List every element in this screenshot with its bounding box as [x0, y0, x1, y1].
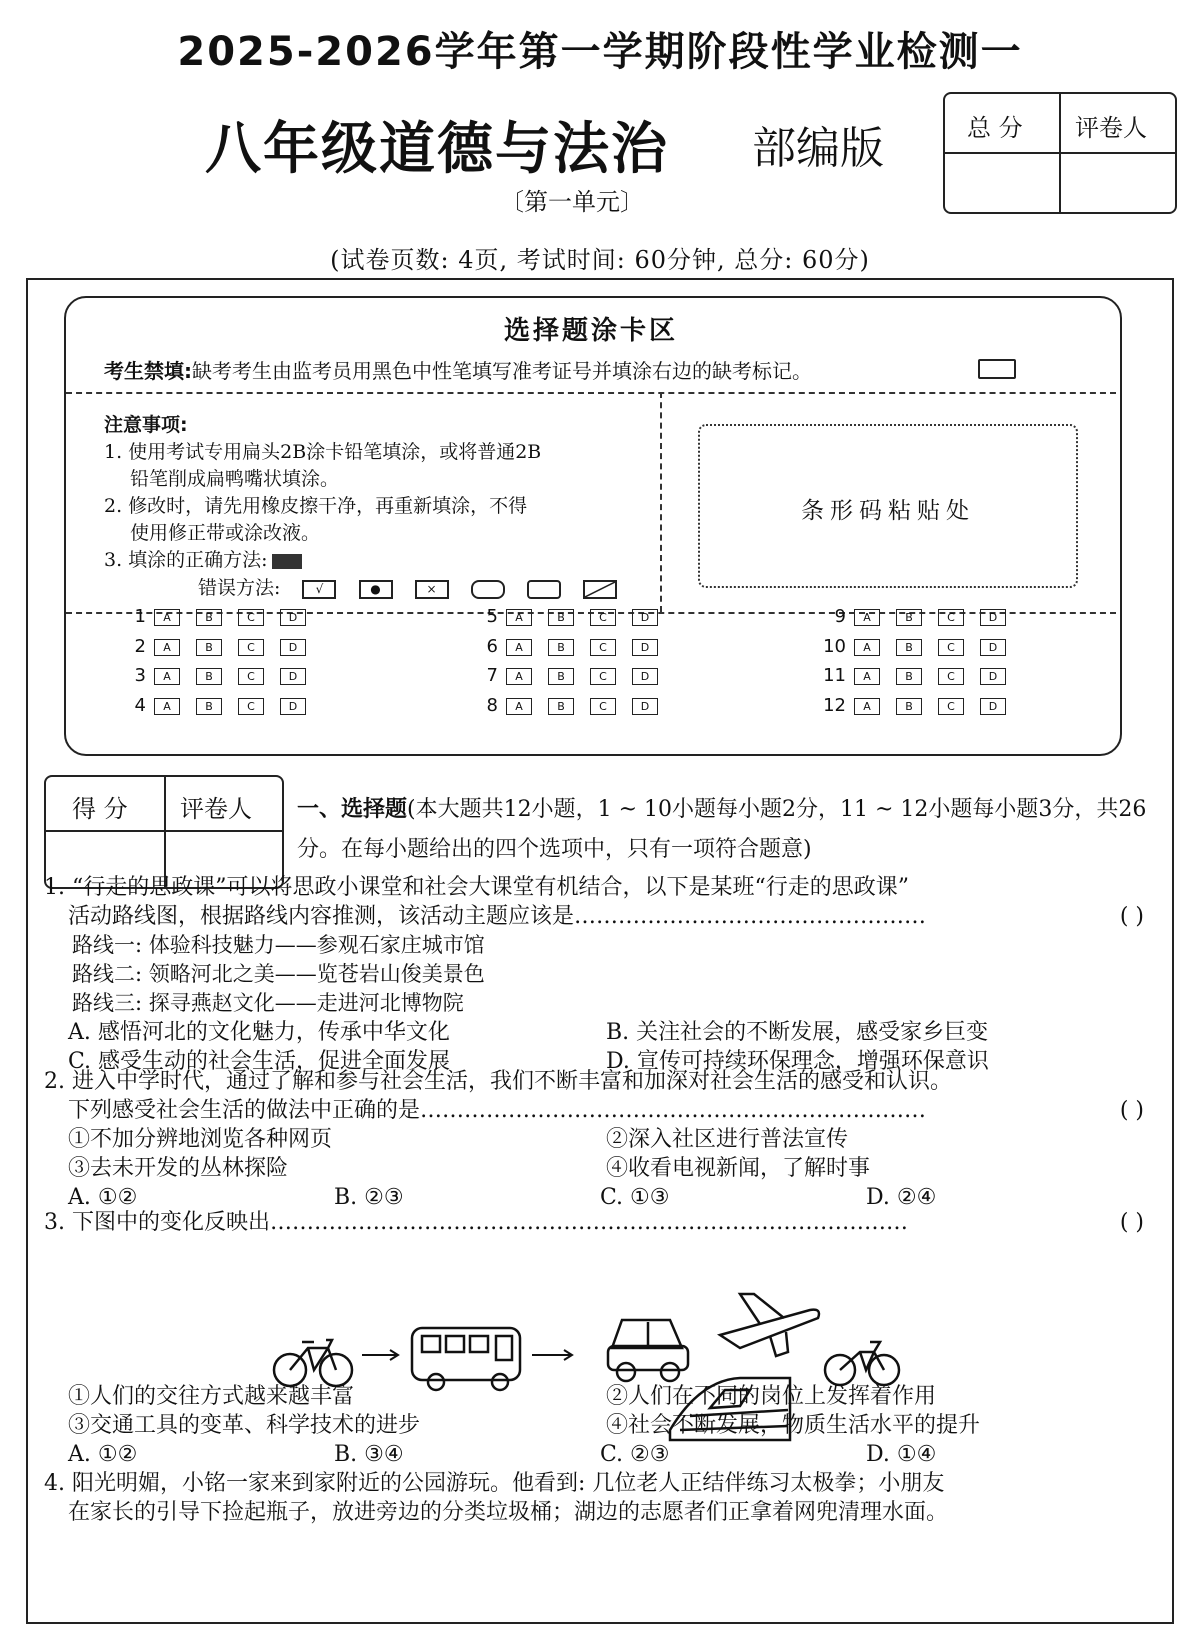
answer-bubble-d[interactable]: D	[632, 668, 658, 685]
divider	[66, 392, 1116, 394]
answer-bubble-c[interactable]: C	[238, 698, 264, 715]
option-d: D. ②④	[866, 1185, 937, 1210]
barcode-area	[698, 424, 1078, 588]
answer-bubble-c[interactable]: C	[238, 609, 264, 626]
note-line: 3. 填涂的正确方法:	[104, 549, 268, 571]
statement: ②人们在不同的岗位上发挥着作用	[606, 1384, 937, 1409]
answer-paren: ( )	[1119, 1098, 1144, 1123]
frame-bottom	[26, 1622, 1174, 1624]
statement: ④收看电视新闻，了解时事	[606, 1156, 871, 1181]
answer-bubble-d[interactable]: D	[280, 639, 306, 656]
answer-row	[118, 665, 322, 686]
absent-mark-box[interactable]	[978, 359, 1016, 379]
answer-bubble-c[interactable]: C	[590, 698, 616, 715]
question-4	[44, 1469, 1144, 1527]
section-heading	[297, 790, 1159, 870]
question-1	[44, 873, 1144, 1076]
question-number: 6	[486, 636, 498, 657]
arrow-icon	[362, 1350, 398, 1360]
question-text: 下列感受社会生活的做法中正确的是……………………………………………………………	[68, 1098, 927, 1123]
note-line: 使用修正带或涂改液。	[130, 522, 321, 544]
option-c: C. 感受生动的社会生活，促进全面发展	[68, 1049, 451, 1074]
grader-label: 评卷人	[1075, 114, 1147, 142]
answer-bubble-a[interactable]: A	[854, 609, 880, 626]
question-number: 10	[823, 636, 846, 657]
answer-bubble-d[interactable]: D	[280, 698, 306, 715]
answer-bubble-b[interactable]: B	[548, 609, 574, 626]
answer-bubble-a[interactable]: A	[854, 639, 880, 656]
option-a: A. 感悟河北的文化魅力，传承中华文化	[68, 1020, 450, 1045]
answer-bubble-b[interactable]: B	[896, 639, 922, 656]
answer-bubble-d[interactable]: D	[632, 609, 658, 626]
question-3-options	[44, 1382, 1144, 1469]
answer-bubble-c[interactable]: C	[238, 668, 264, 685]
option-c: C. ①③	[600, 1185, 670, 1210]
answer-bubble-d[interactable]: D	[280, 609, 306, 626]
note-line: 2. 修改时，请先用橡皮擦干净，再重新填涂，不得	[104, 495, 528, 517]
frame-top	[26, 278, 1174, 280]
answer-bubble-a[interactable]: A	[506, 639, 532, 656]
answer-bubble-b[interactable]: B	[896, 609, 922, 626]
frame-right	[1172, 278, 1174, 1623]
answer-bubble-b[interactable]: B	[196, 609, 222, 626]
answer-paren: ( )	[1119, 1210, 1144, 1235]
total-score-label: 总 分	[967, 114, 1023, 142]
answer-bubble-b[interactable]: B	[548, 668, 574, 685]
question-text: 2. 进入中学时代，通过了解和参与社会生活，我们不断丰富和加深对社会生活的感受和认识。	[44, 1069, 952, 1094]
section-score-box	[44, 775, 284, 889]
wrong-label: 错误方法:	[198, 577, 281, 599]
section-desc: (本大题共12小题，1 ~ 10小题每小题2分，11 ~ 12小题每小题3分，共26分。在每小题给出的四个选项中，只有一项符合题意)	[297, 797, 1147, 862]
answer-bubble-a[interactable]: A	[154, 698, 180, 715]
answer-bubble-a[interactable]: A	[854, 698, 880, 715]
answer-bubble-d[interactable]: D	[980, 668, 1006, 685]
total-score-box	[943, 92, 1177, 214]
question-number: 11	[823, 665, 846, 686]
question-number: 9	[834, 606, 846, 627]
absent-instruction	[104, 355, 812, 384]
answer-bubble-b[interactable]: B	[196, 639, 222, 656]
wrong-mark-dot: ●	[359, 580, 393, 599]
edition-label: 部编版	[752, 123, 884, 174]
arrow-icon	[532, 1350, 572, 1360]
divider	[660, 392, 662, 612]
grader-label: 评卷人	[180, 795, 252, 823]
answer-row	[118, 695, 322, 716]
answer-bubble-c[interactable]: C	[590, 609, 616, 626]
answer-row	[118, 636, 322, 657]
answer-bubble-b[interactable]: B	[896, 668, 922, 685]
option-b: B. ③④	[334, 1442, 404, 1467]
answer-bubble-d[interactable]: D	[632, 698, 658, 715]
answer-row	[118, 606, 322, 627]
option-d: D. 宣传可持续环保理念，增强环保意识	[606, 1049, 989, 1074]
bus-icon	[412, 1328, 520, 1390]
question-2	[44, 1067, 1144, 1212]
answer-bubble-a[interactable]: A	[506, 698, 532, 715]
option-a: A. ①②	[68, 1442, 138, 1467]
wrong-mark-circle	[527, 580, 561, 599]
answer-bubble-c[interactable]: C	[238, 639, 264, 656]
answer-row	[470, 665, 674, 686]
car-icon	[608, 1320, 688, 1381]
exam-info: (试卷页数: 4页, 考试时间: 60分钟, 总分: 60分)	[330, 246, 870, 274]
answer-bubble-b[interactable]: B	[548, 639, 574, 656]
answer-bubble-a[interactable]: A	[506, 609, 532, 626]
answer-card-title: 选择题涂卡区	[503, 316, 678, 346]
notes	[104, 412, 644, 574]
absent-label: 考生禁填:	[104, 359, 192, 383]
question-number: 8	[486, 695, 498, 716]
question-text: 活动路线图，根据路线内容推测，该活动主题应该是…………………………………………	[68, 904, 927, 929]
answer-row	[818, 606, 1022, 627]
statement: ③交通工具的变革、科学技术的进步	[68, 1413, 421, 1438]
option-c: C. ②③	[600, 1442, 670, 1467]
airplane-icon	[720, 1294, 819, 1356]
answer-bubble-b[interactable]: B	[896, 698, 922, 715]
answer-bubble-a[interactable]: A	[154, 639, 180, 656]
option-b: B. 关注社会的不断发展，感受家乡巨变	[606, 1020, 989, 1045]
answer-row	[470, 695, 674, 716]
answer-row	[818, 665, 1022, 686]
subject-title: 八年级道德与法治	[205, 117, 669, 182]
answer-bubble-d[interactable]: D	[980, 639, 1006, 656]
question-number: 5	[486, 606, 498, 627]
statement: ③去未开发的丛林探险	[68, 1156, 289, 1181]
question-text: 在家长的引导下捡起瓶子，放进旁边的分类垃圾桶；湖边的志愿者们正拿着网兜清理水面。	[68, 1500, 949, 1525]
answer-bubble-a[interactable]: A	[506, 668, 532, 685]
answer-bubble-c[interactable]: C	[938, 698, 964, 715]
option-d: D. ①④	[866, 1442, 937, 1467]
answer-paren: ( )	[1119, 904, 1144, 929]
exam-title: 2025-2026学年第一学期阶段性学业检测一	[177, 29, 1023, 75]
barcode-label: 条形码粘贴处	[801, 498, 975, 524]
answer-bubble-a[interactable]: A	[854, 668, 880, 685]
route-line: 路线三: 探寻燕赵文化——走进河北博物院	[72, 991, 464, 1015]
option-b: B. ②③	[334, 1185, 404, 1210]
note-line: 1. 使用考试专用扁头2B涂卡铅笔填涂，或将普通2B	[104, 441, 542, 463]
answer-bubble-c[interactable]: C	[590, 639, 616, 656]
unit-label: 〔第一单元〕	[500, 188, 644, 216]
question-number: 7	[486, 665, 498, 686]
statement: ②深入社区进行普法宣传	[606, 1127, 849, 1152]
wrong-mark-slash	[583, 580, 617, 599]
answer-bubble-d[interactable]: D	[632, 639, 658, 656]
wrong-mark-cross: ×	[415, 580, 449, 599]
answer-row	[470, 636, 674, 657]
wrong-methods	[198, 573, 617, 600]
bicycle-icon	[274, 1340, 352, 1386]
question-number: 2	[134, 636, 146, 657]
answer-bubble-c[interactable]: C	[938, 668, 964, 685]
question-number: 3	[134, 665, 146, 686]
absent-text: 缺考考生由监考员用黑色中性笔填写准考证号并填涂右边的缺考标记。	[192, 359, 812, 383]
statement: ④社会不断发展，物质生活水平的提升	[606, 1413, 981, 1438]
answer-bubble-a[interactable]: A	[154, 668, 180, 685]
answer-bubble-b[interactable]: B	[196, 698, 222, 715]
question-number: 12	[823, 695, 846, 716]
answer-bubble-d[interactable]: D	[980, 698, 1006, 715]
route-line: 路线一: 体验科技魅力——参观石家庄城市馆	[72, 933, 485, 957]
wrong-mark-check: √	[302, 580, 336, 599]
statement: ①不加分辨地浏览各种网页	[68, 1127, 333, 1152]
score-label: 得 分	[72, 795, 128, 823]
answer-bubble-c[interactable]: C	[590, 668, 616, 685]
answer-bubble-a[interactable]: A	[154, 609, 180, 626]
answer-bubble-c[interactable]: C	[938, 639, 964, 656]
section-title: 一、选择题	[297, 797, 408, 822]
wrong-mark-oval	[471, 580, 505, 599]
notes-title: 注意事项:	[104, 414, 188, 436]
frame-left	[26, 278, 28, 1623]
answer-bubble-d[interactable]: D	[280, 668, 306, 685]
question-text: 4. 阳光明媚，小铭一家来到家附近的公园游玩。他看到: 几位老人正结伴练习太极拳；小朋友	[44, 1471, 945, 1496]
answer-row	[470, 606, 674, 627]
statement: ①人们的交往方式越来越丰富	[68, 1384, 355, 1409]
answer-bubble-c[interactable]: C	[938, 609, 964, 626]
question-number: 4	[134, 695, 146, 716]
correct-fill-sample	[272, 554, 302, 569]
question-text: 1. “行走的思政课”可以将思政小课堂和社会大课堂有机结合，以下是某班“行走的思政课”	[44, 875, 909, 900]
question-number: 1	[134, 606, 146, 627]
question-text: 3. 下图中的变化反映出……………………………………………………………………………	[44, 1210, 908, 1235]
route-line: 路线二: 领略河北之美——览苍岩山俊美景色	[72, 962, 485, 986]
answer-bubble-d[interactable]: D	[980, 609, 1006, 626]
note-line: 铅笔削成扁鸭嘴状填涂。	[130, 468, 340, 490]
question-3	[44, 1208, 1144, 1237]
answer-row	[818, 636, 1022, 657]
option-a: A. ①②	[68, 1185, 138, 1210]
answer-bubble-b[interactable]: B	[548, 698, 574, 715]
shared-bicycle-icon	[825, 1342, 899, 1385]
answer-row	[818, 695, 1022, 716]
answer-bubble-b[interactable]: B	[196, 668, 222, 685]
